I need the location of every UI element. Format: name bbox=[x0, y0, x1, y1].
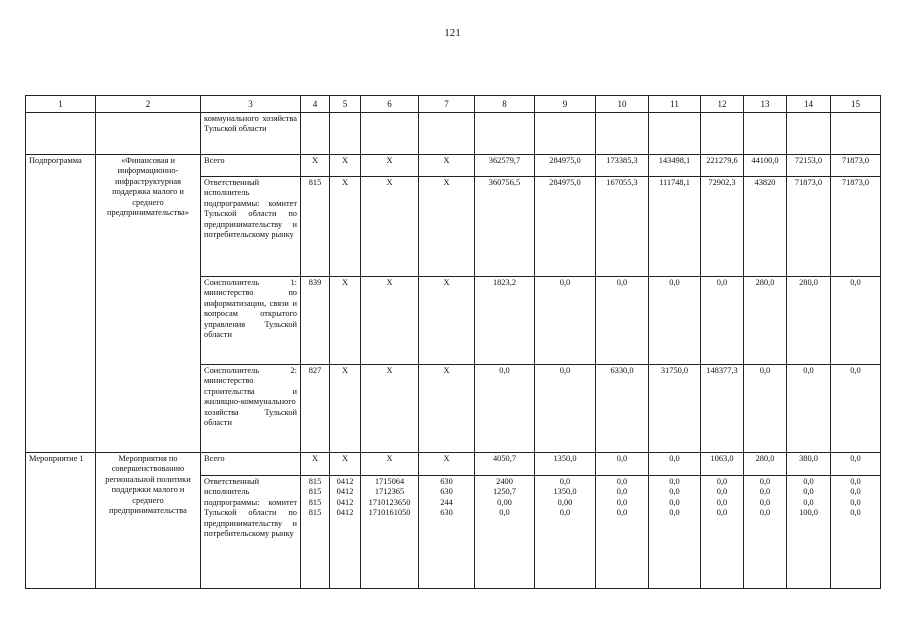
value-cell bbox=[475, 476, 535, 589]
value-line: 630 bbox=[440, 487, 453, 497]
value-cell bbox=[596, 476, 649, 589]
value-line: 0,0 bbox=[803, 477, 814, 486]
value-cell: 72153,0 bbox=[787, 155, 831, 177]
value-cell: 839 bbox=[301, 277, 330, 365]
value-cell: X bbox=[419, 453, 475, 476]
value-cell: X bbox=[419, 155, 475, 177]
program-name-cell bbox=[96, 113, 201, 155]
value-line: 0,0 bbox=[803, 487, 814, 497]
value-line: 0412 bbox=[336, 508, 354, 518]
value-line: 815 bbox=[308, 508, 322, 518]
value-cell: 0,0 bbox=[535, 365, 596, 453]
value-cell: 0,0 bbox=[831, 365, 881, 453]
value-cell: X bbox=[330, 155, 361, 177]
header-cell: 10 bbox=[596, 96, 649, 113]
value-cell: 280,0 bbox=[787, 277, 831, 365]
header-cell: 11 bbox=[649, 96, 701, 113]
value-cell: 827 bbox=[301, 365, 330, 453]
value-cell bbox=[535, 476, 596, 589]
value-cell: 167055,3 bbox=[596, 177, 649, 277]
program-type-cell: Подпрограмма bbox=[26, 155, 96, 453]
value-line: 0,0 bbox=[759, 477, 771, 486]
value-cell: X bbox=[330, 365, 361, 453]
value-line: 1250,7 bbox=[492, 487, 517, 497]
value-cell: 1350,0 bbox=[535, 453, 596, 476]
value-cell: X bbox=[419, 365, 475, 453]
header-cell: 7 bbox=[419, 96, 475, 113]
value-cell: 0,0 bbox=[831, 453, 881, 476]
value-line: 1710123650 bbox=[368, 497, 411, 507]
value-cell bbox=[419, 113, 475, 155]
value-cell: 0,0 bbox=[831, 277, 881, 365]
header-cell: 15 bbox=[831, 96, 881, 113]
value-line: 0,0 bbox=[759, 487, 771, 497]
value-cell: 280,0 bbox=[744, 453, 787, 476]
value-cell: 31750,0 bbox=[649, 365, 701, 453]
header-cell: 6 bbox=[361, 96, 419, 113]
header-cell: 8 bbox=[475, 96, 535, 113]
value-cell bbox=[744, 476, 787, 589]
header-cell: 4 bbox=[301, 96, 330, 113]
value-cell: 221279,6 bbox=[701, 155, 744, 177]
value-cell bbox=[301, 476, 330, 589]
header-row bbox=[26, 96, 881, 113]
value-cell: X bbox=[419, 177, 475, 277]
value-cell: X bbox=[361, 365, 419, 453]
value-line: 0,0 bbox=[716, 497, 728, 507]
program-type-cell: Мероприятие 1 bbox=[26, 453, 96, 589]
executor-cell: коммунального хозяйства Тульской области bbox=[201, 113, 301, 155]
header-cell: 1 bbox=[26, 96, 96, 113]
value-cell: 280,0 bbox=[744, 277, 787, 365]
value-cell: X bbox=[330, 177, 361, 277]
value-cell: 44100,0 bbox=[744, 155, 787, 177]
value-cell: X bbox=[361, 155, 419, 177]
program-name-cell: Мероприятия по совершенствованию региональной политики поддержки малого и среднего предпринимательства bbox=[96, 453, 201, 589]
value-cell: 284975,0 bbox=[535, 155, 596, 177]
value-line: 0412 bbox=[336, 477, 354, 486]
value-cell bbox=[330, 113, 361, 155]
value-line: 0,0 bbox=[803, 497, 814, 507]
value-cell: 362579,7 bbox=[475, 155, 535, 177]
value-cell: 0,0 bbox=[787, 365, 831, 453]
value-cell bbox=[787, 113, 831, 155]
header-cell: 13 bbox=[744, 96, 787, 113]
value-line: 2400 bbox=[496, 477, 513, 486]
value-cell: 0,0 bbox=[475, 365, 535, 453]
value-cell bbox=[831, 113, 881, 155]
value-cell: X bbox=[419, 277, 475, 365]
value-line: 1712365 bbox=[374, 487, 405, 497]
value-cell: 72902,3 bbox=[701, 177, 744, 277]
value-cell bbox=[475, 113, 535, 155]
header-cell: 14 bbox=[787, 96, 831, 113]
value-line: 0,0 bbox=[716, 508, 728, 518]
value-cell: 111748,1 bbox=[649, 177, 701, 277]
value-cell: 71873,0 bbox=[831, 177, 881, 277]
table-row bbox=[26, 113, 881, 155]
value-cell bbox=[649, 113, 701, 155]
header-cell: 5 bbox=[330, 96, 361, 113]
value-cell: X bbox=[361, 277, 419, 365]
value-line: 0,0 bbox=[850, 487, 861, 497]
value-line: 0,00 bbox=[497, 497, 512, 507]
table-row bbox=[26, 155, 881, 177]
value-cell: 6330,0 bbox=[596, 365, 649, 453]
value-cell bbox=[301, 113, 330, 155]
value-line: 0,0 bbox=[669, 487, 680, 497]
value-line: 1715064 bbox=[374, 477, 405, 486]
value-line: 0,0 bbox=[850, 508, 861, 518]
value-cell: 815 bbox=[301, 177, 330, 277]
value-line: 0,0 bbox=[616, 508, 628, 518]
value-line: 0,0 bbox=[759, 508, 771, 518]
value-line: 815 bbox=[308, 487, 322, 497]
value-cell: 71873,0 bbox=[787, 177, 831, 277]
header-cell: 2 bbox=[96, 96, 201, 113]
value-cell: 0,0 bbox=[701, 277, 744, 365]
value-cell: 143498,1 bbox=[649, 155, 701, 177]
value-cell: X bbox=[361, 453, 419, 476]
executor-cell: Всего bbox=[201, 453, 301, 476]
value-cell: 173385,3 bbox=[596, 155, 649, 177]
page-number: 121 bbox=[444, 27, 461, 39]
value-cell bbox=[596, 113, 649, 155]
value-cell: 71873,0 bbox=[831, 155, 881, 177]
value-line: 630 bbox=[440, 477, 453, 486]
value-cell bbox=[361, 476, 419, 589]
value-cell bbox=[701, 113, 744, 155]
value-line: 0,0 bbox=[499, 508, 510, 518]
value-line: 0,0 bbox=[669, 477, 680, 486]
value-cell: X bbox=[301, 155, 330, 177]
value-cell bbox=[701, 476, 744, 589]
value-cell: 284975,0 bbox=[535, 177, 596, 277]
executor-cell: Соисполнитель 1: министерство по информатизации, связи и вопросам открытого управления Тульской области bbox=[201, 277, 301, 365]
value-cell bbox=[535, 113, 596, 155]
executor-cell: Ответственный исполнитель подпрограммы: комитет Тульской области по предпринимательству и потребительскому рынку bbox=[201, 476, 301, 589]
value-cell bbox=[330, 476, 361, 589]
value-line: 0,0 bbox=[616, 487, 628, 497]
budget-table bbox=[25, 95, 881, 589]
value-line: 100,0 bbox=[799, 508, 818, 518]
value-line: 0,0 bbox=[669, 497, 680, 507]
value-cell bbox=[649, 476, 701, 589]
value-cell bbox=[787, 476, 831, 589]
value-cell: 0,0 bbox=[649, 277, 701, 365]
header-cell: 3 bbox=[201, 96, 301, 113]
value-line: 815 bbox=[308, 497, 322, 507]
value-line: 0,0 bbox=[850, 477, 861, 486]
executor-cell: Всего bbox=[201, 155, 301, 177]
value-line: 0,0 bbox=[759, 497, 771, 507]
value-line: 0,0 bbox=[616, 497, 628, 507]
value-line: 1350,0 bbox=[553, 487, 577, 497]
value-cell bbox=[831, 476, 881, 589]
value-cell: X bbox=[361, 177, 419, 277]
value-cell: 148377,3 bbox=[701, 365, 744, 453]
value-line: 0,0 bbox=[716, 487, 728, 497]
value-cell: 0,0 bbox=[596, 453, 649, 476]
value-cell: 0,0 bbox=[649, 453, 701, 476]
header-cell: 12 bbox=[701, 96, 744, 113]
program-type-cell bbox=[26, 113, 96, 155]
value-cell: 0,0 bbox=[744, 365, 787, 453]
value-line: 0412 bbox=[336, 487, 354, 497]
value-line: 0,0 bbox=[559, 477, 571, 486]
value-cell: X bbox=[330, 277, 361, 365]
value-line: 0,0 bbox=[716, 477, 728, 486]
value-line: 0,0 bbox=[850, 497, 861, 507]
value-cell bbox=[744, 113, 787, 155]
value-cell: 380,0 bbox=[787, 453, 831, 476]
table-row bbox=[26, 453, 881, 476]
value-cell: 0,0 bbox=[535, 277, 596, 365]
value-cell: 360756,5 bbox=[475, 177, 535, 277]
value-line: 0,00 bbox=[557, 497, 573, 507]
value-cell: 43820 bbox=[744, 177, 787, 277]
value-line: 244 bbox=[440, 497, 453, 507]
value-cell: 1063,0 bbox=[701, 453, 744, 476]
value-cell: X bbox=[330, 453, 361, 476]
header-cell: 9 bbox=[535, 96, 596, 113]
value-cell: 0,0 bbox=[596, 277, 649, 365]
value-line: 0,0 bbox=[559, 508, 571, 518]
executor-cell: Соисполнитель 2: министерство строительства и жилищно-коммунального хозяйства Тульской области bbox=[201, 365, 301, 453]
executor-cell: Ответственный исполнитель подпрограммы: комитет Тульской области по предпринимательству и потребительскому рынку bbox=[201, 177, 301, 277]
value-line: 1710161050 bbox=[368, 508, 411, 518]
value-line: 0,0 bbox=[616, 477, 628, 486]
value-cell: 4050,7 bbox=[475, 453, 535, 476]
value-line: 0,0 bbox=[669, 508, 680, 518]
program-name-cell: «Финансовая и информационно-инфраструктурная поддержка малого и среднего предпринимательства» bbox=[96, 155, 201, 453]
value-cell bbox=[419, 476, 475, 589]
value-line: 630 bbox=[440, 508, 453, 518]
value-cell bbox=[361, 113, 419, 155]
value-cell: X bbox=[301, 453, 330, 476]
value-line: 815 bbox=[308, 477, 322, 486]
value-line: 0412 bbox=[336, 497, 354, 507]
value-cell: 1823,2 bbox=[475, 277, 535, 365]
